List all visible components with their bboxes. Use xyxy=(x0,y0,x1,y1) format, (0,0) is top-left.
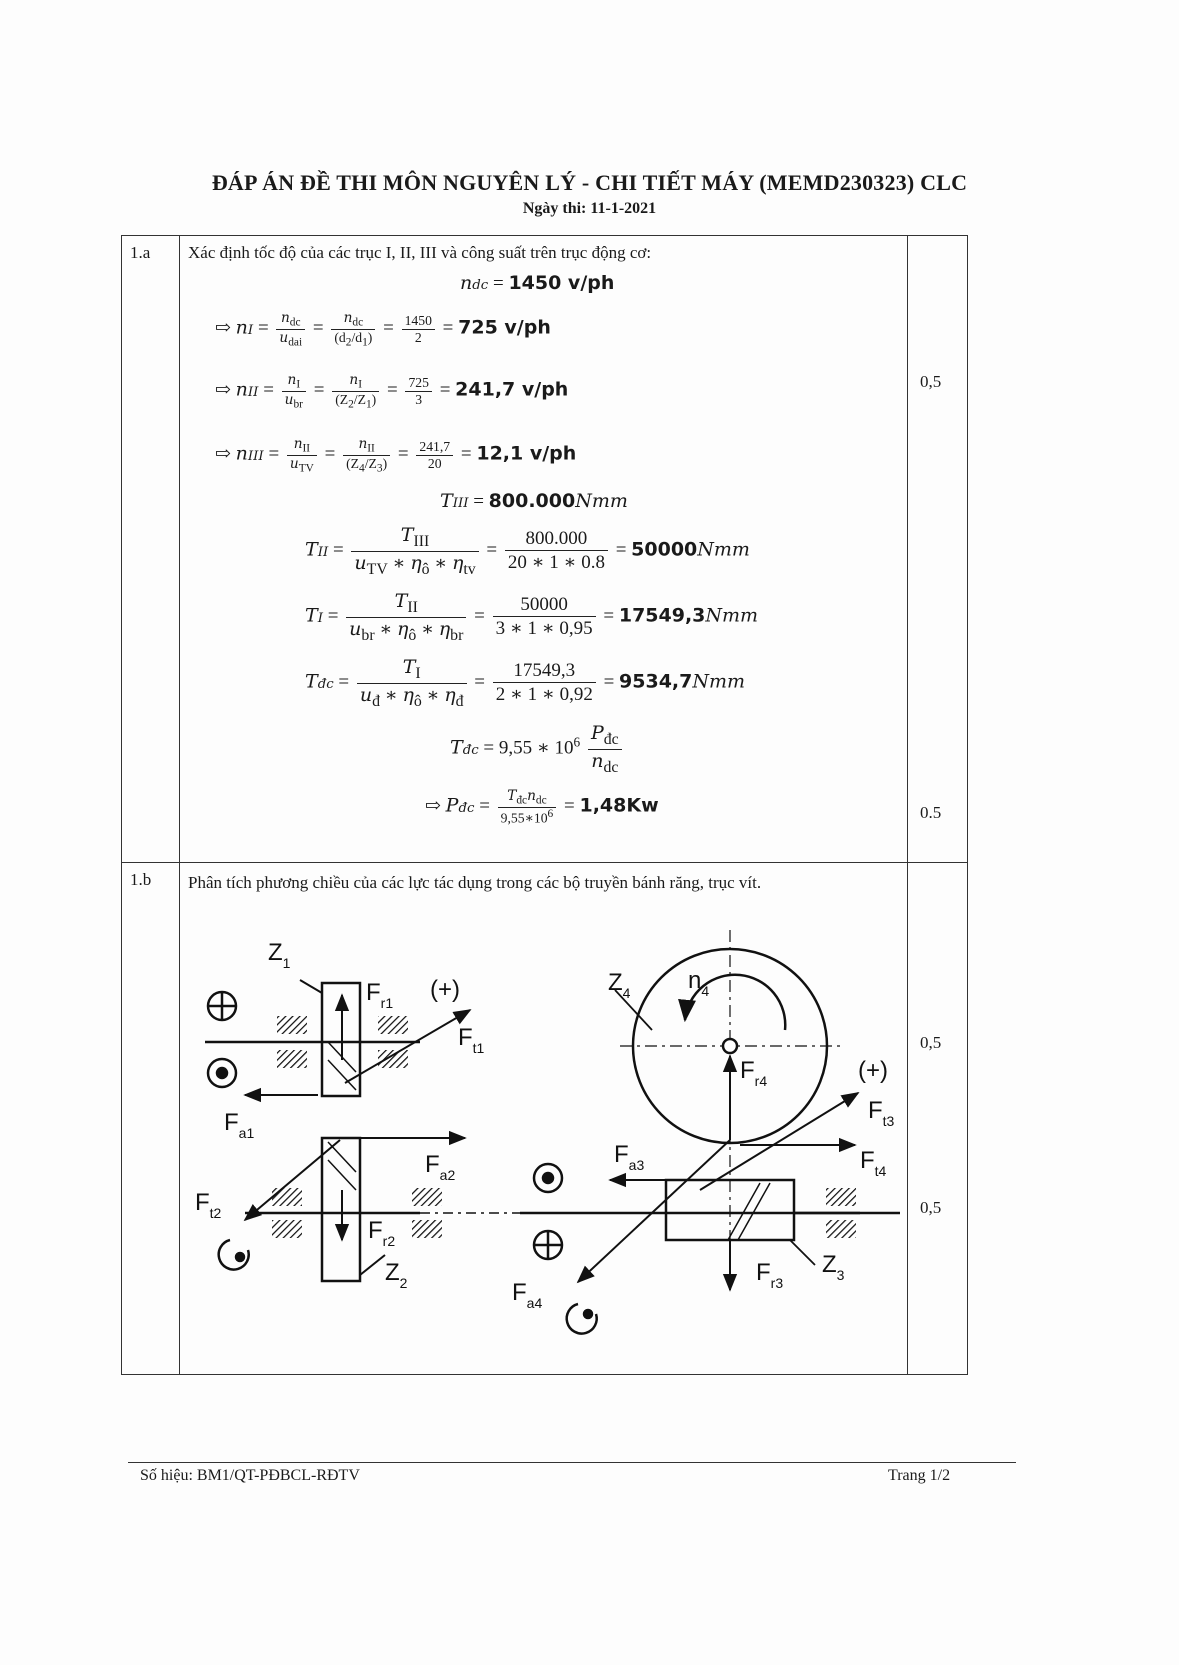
bearing-1b xyxy=(277,1050,307,1068)
force-ft2-arrow xyxy=(245,1140,340,1220)
T-II-value: 50000 xyxy=(631,538,698,561)
label-ft3: $F_{t3}$ xyxy=(868,1097,895,1129)
out-of-page-symbol-2 xyxy=(534,1164,562,1192)
bearing-1c xyxy=(378,1016,408,1034)
T-III-value: 800.000 xyxy=(488,490,576,512)
out-of-page-symbol-1 xyxy=(208,1059,236,1087)
table-bottom-border xyxy=(121,1374,968,1375)
label-fr3: $F_{r3}$ xyxy=(756,1259,784,1291)
forces-gear-pair xyxy=(245,980,470,1275)
label-fr1: $F_{r1}$ xyxy=(366,979,394,1011)
table-col2-border xyxy=(907,235,908,1375)
table-col1-border xyxy=(179,235,180,1375)
eq-T-dc-power: Tđc = 9,55 ∗ $10^6$ $\frac{P_{đc}}{n_{dc}}$ xyxy=(450,722,625,777)
label-fa4: $F_{a4}$ xyxy=(512,1279,543,1311)
bearing-1a xyxy=(277,1016,307,1034)
label-n4: $n_4$ xyxy=(688,967,710,999)
section-1a-intro: Xác định tốc độ của các trục I, II, III và công suất trên trục động cơ: xyxy=(188,243,652,262)
bearing-2c xyxy=(412,1188,442,1206)
label-fa3: $F_{a3}$ xyxy=(614,1141,645,1173)
eq-T-dc: Tđc = $\frac{T_I}{u_đ ∗ \eta_ô ∗ \eta_đ}$ = $\frac{17549,3}{2 ∗ 1 ∗ 0,92}$ = 9534,7Nmm xyxy=(305,656,746,710)
table-right-border xyxy=(967,235,968,1375)
score-1a-1: 0,5 xyxy=(920,372,942,391)
into-page-symbol-1 xyxy=(208,992,236,1020)
eq-n-II: ⇨ nII = $\frac{n_I}{u_{br}}$ = $\frac{n_I}{(Z_2/Z_1)}$ = $\frac{725}{3}$ = 241,7 v/ph xyxy=(215,372,569,411)
table-top-border xyxy=(121,235,968,236)
footer-code: Số hiệu: BM1/QT-PĐBCL-RĐTV xyxy=(140,1467,360,1484)
worm-wheel-z4 xyxy=(633,949,827,1143)
label-fr4: $F_{r4}$ xyxy=(740,1057,768,1089)
score-1a-2: 0.5 xyxy=(920,803,942,822)
rotation-arc-2 xyxy=(219,1240,249,1270)
P-dc-value: 1,48Kw xyxy=(579,794,659,817)
section-1b-intro: Phân tích phương chiều của các lực tác dụng trong các bộ truyền bánh răng, trục vít. xyxy=(188,873,762,892)
force-fa4-arrow xyxy=(578,1140,730,1282)
label-ft2: $F_{t2}$ xyxy=(195,1189,222,1221)
rotation-symbols xyxy=(208,992,597,1334)
label-ft4: $F_{t4}$ xyxy=(860,1147,887,1179)
diagram-labels xyxy=(195,939,895,1311)
label-z1: $Z_1$ xyxy=(268,939,291,971)
eq-n-dc: ndc = 1450 v/ph xyxy=(460,272,615,294)
gear-z1 xyxy=(322,983,360,1096)
label-z4: $Z_4$ xyxy=(608,969,631,1001)
n-dc-value: 1450 v/ph xyxy=(508,272,615,294)
forces-worm-pair xyxy=(578,1056,858,1290)
footer-divider xyxy=(128,1462,1016,1463)
bearing-1d xyxy=(378,1050,408,1068)
label-fa2: $F_{a2}$ xyxy=(425,1151,456,1183)
eq-n-I: ⇨ nI = $\frac{n_{dc}}{u_{dai}}$ = $\frac{n_{dc}}{(d_2/d_1)}$ = $\frac{1450}{2}$ = 725 v/ph xyxy=(215,310,551,349)
label-z2: $Z_2$ xyxy=(385,1259,408,1291)
T-dc-value: 9534,7 xyxy=(619,670,693,693)
eq-T-III: TIII = 800.000Nmm xyxy=(440,490,628,512)
label-z3: $Z_3$ xyxy=(822,1251,845,1283)
eq-T-II: TII = $\frac{T_{III}}{u_{TV} ∗ \eta_ô ∗ \eta_{tv}}$ = $\frac{800.000}{20 ∗ 1 ∗ 0.8}$ = 50000Nmm xyxy=(305,524,750,578)
footer-page: Trang 1/2 xyxy=(888,1467,951,1484)
page-title: ĐÁP ÁN ĐỀ THI MÔN NGUYÊN LÝ - CHI TIẾT MÁY (MEMD230323) CLC xyxy=(211,170,968,195)
score-1b-2: 0,5 xyxy=(920,1198,942,1217)
bearing-3b xyxy=(826,1220,856,1238)
label-plus2: (+) xyxy=(858,1057,888,1084)
bearing-2b xyxy=(272,1220,302,1238)
T-I-value: 17549,3 xyxy=(618,604,706,627)
rotation-arc-4 xyxy=(567,1304,597,1334)
eq-n-III: ⇨ nIII = $\frac{n_{II}}{u_{TV}}$ = $\frac{n_{II}}{(Z_4/Z_3)}$ = $\frac{241,7}{20}$ = 12,1 v/ph xyxy=(215,436,577,475)
label-fa1: $F_{a1}$ xyxy=(224,1109,255,1141)
gear-z2 xyxy=(322,1138,360,1281)
worm-gear-pair xyxy=(615,930,860,1280)
label-fr2: $F_{r2}$ xyxy=(368,1217,396,1249)
force-ft1-arrow xyxy=(345,1010,470,1083)
rotation-arc-n4 xyxy=(685,975,785,1030)
section-1b-label: 1.b xyxy=(130,870,152,889)
n-I-value: 725 v/ph xyxy=(458,316,551,339)
section-1a-label: 1.a xyxy=(130,243,151,262)
n-III-value: 12,1 v/ph xyxy=(476,442,577,465)
eq-P-dc: ⇨ Pđc = $\frac{T_{đc}n_{dc}}{9,55∗10^6}$ = 1,48Kw xyxy=(425,788,659,826)
label-ft1: $F_{t1}$ xyxy=(458,1024,485,1056)
into-page-symbol-2 xyxy=(534,1231,562,1259)
gear-pair-z1-z2 xyxy=(205,983,900,1281)
bearing-2d xyxy=(412,1220,442,1238)
force-ft3-arrow xyxy=(700,1093,858,1190)
label-plus1: (+) xyxy=(430,976,460,1003)
bearing-2a xyxy=(272,1188,302,1206)
bearing-3a xyxy=(826,1188,856,1206)
exam-date: Ngày thi: 11-1-2021 xyxy=(522,200,657,217)
n-II-value: 241,7 v/ph xyxy=(455,378,569,401)
table-left-border xyxy=(121,235,122,1375)
worm-z3 xyxy=(666,1180,794,1240)
eq-T-I: TI = $\frac{T_{II}}{u_{br} ∗ \eta_ô ∗ \eta_{br}}$ = $\frac{50000}{3 ∗ 1 ∗ 0,95}$ = 17549,3Nmm xyxy=(305,590,759,644)
score-1b-1: 0,5 xyxy=(920,1033,942,1052)
table-row-divider xyxy=(121,862,968,863)
